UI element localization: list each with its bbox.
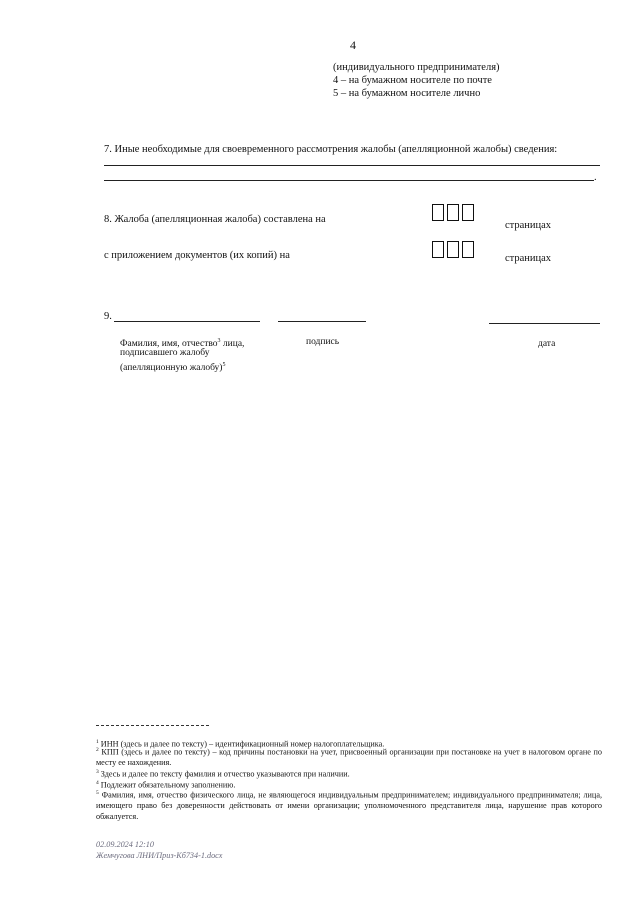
section8-pages-label: 8. Жалоба (апелляционная жалоба) составлена на xyxy=(104,214,326,225)
signature-line[interactable] xyxy=(278,321,366,322)
section7-end-mark: . xyxy=(594,172,597,183)
name-caption-line-2: подписавшего жалобу xyxy=(120,348,210,358)
attachments-digit-box-2[interactable] xyxy=(447,241,459,258)
name-signature-line[interactable] xyxy=(114,321,260,322)
footnote-4: $^4$ Подлежит обязательному заполнению. xyxy=(96,780,236,790)
section7-fill-line-1[interactable] xyxy=(104,165,600,166)
pages-digit-box-1[interactable] xyxy=(432,204,444,221)
signature-caption: подпись xyxy=(306,337,340,347)
section9-number: 9. xyxy=(104,311,112,322)
section8-pages-unit: страницах xyxy=(505,220,552,231)
attachments-digit-box-1[interactable] xyxy=(432,241,444,258)
continuation-line-2: 4 – на бумажном носителе по почте xyxy=(333,75,492,86)
pages-digit-box-3[interactable] xyxy=(462,204,474,221)
name-caption-line-3: (апелляционную жалобу)$^5$ xyxy=(120,362,226,374)
attachments-digit-box-3[interactable] xyxy=(462,241,474,258)
continuation-line-1: (индивидуального предпринимателя) xyxy=(333,62,500,73)
footnote-2: $^2$ КПП (здесь и далее по тексту) – код причины постановки на учет, присвоенный организации при постановке на учет в налоговом органе по месту ее нахождения. xyxy=(96,747,602,768)
page-number: 4 xyxy=(350,38,356,52)
date-line[interactable] xyxy=(489,323,600,324)
footer-file: Жемчугова ЛНИ/Приз-Кб734-1.docx xyxy=(96,851,223,860)
footnote-separator xyxy=(96,725,209,726)
section8-attachments-unit: страницах xyxy=(505,253,552,264)
date-caption: дата xyxy=(538,339,556,349)
footnote-5: $^5$ Фамилия, имя, отчество физического лица, не являющегося индивидуальным предпринимателем; индивидуального предпринимателя; лица, имеющего право без доверенности действовать от имени организации; уполномоченного представителя лица, нарушение прав которого обжалуется. xyxy=(96,790,602,821)
footnote-1: $^1$ ИНН (здесь и далее по тексту) – идентификационный номер налогоплательщика. xyxy=(96,739,385,749)
section7-label: 7. Иные необходимые для своевременного рассмотрения жалобы (апелляционной жалобы) сведения: xyxy=(104,144,558,155)
name-caption: Фамилия, имя, отчество$^3$ лица, xyxy=(120,338,245,350)
continuation-line-3: 5 – на бумажном носителе лично xyxy=(333,88,481,99)
section8-attachments-label: с приложением документов (их копий) на xyxy=(104,250,290,261)
pages-digit-box-2[interactable] xyxy=(447,204,459,221)
section7-fill-line-2[interactable] xyxy=(104,180,594,181)
footnote-3: $^3$ Здесь и далее по тексту фамилия и отчество указываются при наличии. xyxy=(96,769,350,779)
footer-date: 02.09.2024 12:10 xyxy=(96,840,154,849)
